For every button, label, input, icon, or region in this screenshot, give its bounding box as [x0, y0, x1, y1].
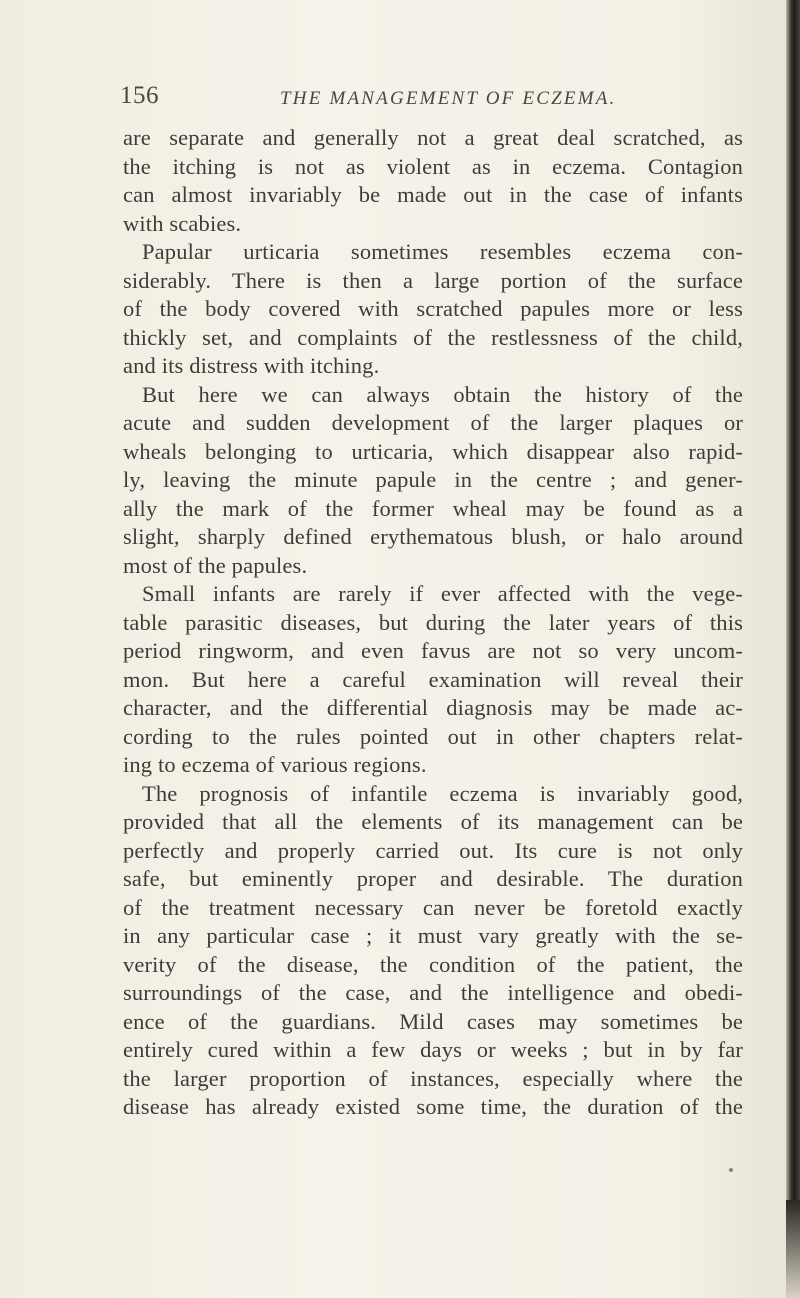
text-line: slight, sharply defined erythematous blush, or halo around — [123, 524, 743, 549]
text-line: thickly set, and complaints of the restlessness of the child, — [123, 324, 743, 350]
text-line: acute and sudden development of the larger plaques or — [123, 410, 743, 435]
page-edge-shadow — [786, 0, 800, 1298]
text-line: most of the papules. — [123, 552, 308, 578]
text-line: perfectly and properly carried out. Its cure is not only — [123, 837, 743, 863]
text-line: safe, but eminently proper and desirable. The duration — [123, 866, 743, 891]
text-line: But here we can always obtain the history of the — [142, 381, 743, 407]
text-line: Small infants are rarely if ever affected with the vege- — [142, 581, 743, 606]
text-line: disease has already existed some time, the duration of the — [123, 1094, 743, 1119]
text-line: ing to eczema of various regions. — [123, 752, 427, 777]
text-line: siderably. There is then a large portion of the surface — [123, 267, 743, 293]
ink-speck — [729, 1168, 733, 1172]
body-text — [123, 124, 743, 1122]
text-line: wheals belonging to urticaria, which disappear also rapid- — [123, 438, 743, 464]
text-line: character, and the differential diagnosis may be made ac- — [123, 695, 743, 720]
text-line: ly, leaving the minute papule in the centre ; and gener- — [123, 467, 743, 492]
text-line: and its distress with itching. — [123, 353, 380, 378]
text-line: table parasitic diseases, but during the later years of this — [123, 609, 743, 635]
running-title: THE MANAGEMENT OF ECZEMA. — [280, 88, 617, 109]
text-line: are separate and generally not a great deal scratched, as — [123, 125, 743, 150]
text-line: The prognosis of infantile eczema is invariably good, — [142, 780, 743, 806]
page-edge-fade — [786, 1200, 800, 1298]
text-line: ally the mark of the former wheal may be found as a — [123, 495, 743, 521]
page-number: 156 — [120, 82, 159, 109]
text-line: of the treatment necessary can never be foretold exactly — [123, 894, 743, 920]
text-line: verity of the disease, the condition of the patient, the — [123, 951, 743, 977]
text-line: in any particular case ; it must vary greatly with the se- — [123, 923, 743, 948]
text-line: Papular urticaria sometimes resembles eczema con- — [142, 239, 743, 264]
text-line: of the body covered with scratched papules more or less — [123, 296, 743, 321]
text-line: provided that all the elements of its management can be — [123, 809, 743, 834]
text-line: can almost invariably be made out in the case of infants — [123, 182, 743, 207]
text-line: surroundings of the case, and the intelligence and obedi- — [123, 980, 743, 1005]
text-line: cording to the rules pointed out in other chapters relat- — [123, 723, 743, 749]
text-line: ence of the guardians. Mild cases may sometimes be — [123, 1008, 743, 1034]
text-line: entirely cured within a few days or weeks ; but in by far — [123, 1037, 743, 1062]
text-line: the larger proportion of instances, especially where the — [123, 1065, 743, 1091]
text-line: period ringworm, and even favus are not so very uncom- — [123, 638, 743, 663]
text-line: mon. But here a careful examination will reveal their — [123, 666, 743, 692]
text-line: the itching is not as violent as in eczema. Contagion — [123, 153, 743, 179]
text-line: with scabies. — [123, 210, 242, 236]
running-header — [120, 80, 760, 116]
